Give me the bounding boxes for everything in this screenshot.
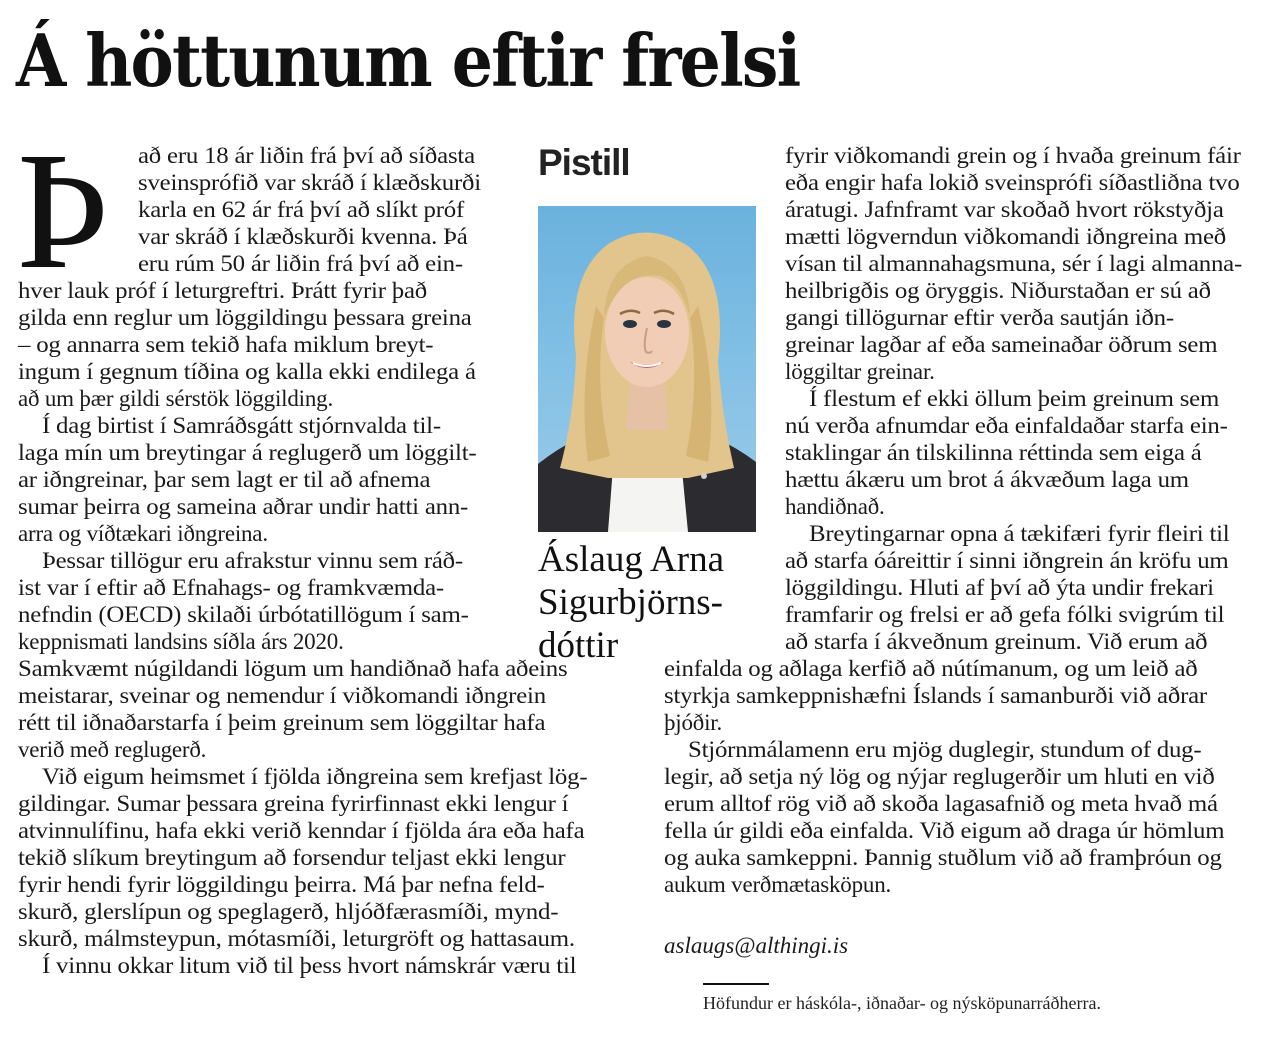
article-right-line: að starfa í ákveðnum greinum. Við erum að: [785, 629, 1208, 654]
article-right-line: framfarir og frelsi er að gefa fólki svigrúm til: [785, 602, 1225, 627]
article-left-line: fyrir hendi fyrir löggildingu þeirra. Má þar nefna feld-: [18, 872, 545, 897]
author-photo: [538, 206, 756, 532]
article-right-line: heilbrigðis og öryggis. Niðurstaðan er sú að: [785, 278, 1211, 303]
article-left-line: – og annarra sem tekið hafa miklum breyt-: [18, 332, 434, 357]
article-left-line: að eru 18 ár liðin frá því að síðasta: [138, 143, 475, 168]
headline: Á höttunum eftir frelsi: [16, 18, 800, 103]
article-left-line: verið með reglugerð.: [18, 737, 207, 762]
article-right-line: Í flestum ef ekki öllum þeim greinum sem: [809, 386, 1220, 411]
article-right-line: áratugi. Jafnframt var skoðað hvort rökstyðja: [785, 197, 1224, 222]
article-left-line: var skráð í klæðskurði kvenna. Þá: [138, 224, 468, 249]
article-left-line: rétt til iðnaðarstarfa í þeim greinum sem löggiltar hafa: [18, 710, 546, 735]
article-left-line: skurð, málmsteypun, mótasmíði, leturgröft og hattasaum.: [18, 926, 575, 951]
article-right-line: hættu ákæru um brot á ákvæðum laga um: [785, 467, 1189, 492]
article-right-line: eða engir hafa lokið sveinsprófi síðastliðna tvo: [785, 170, 1240, 195]
article-left-line: hver lauk próf í leturgreftri. Þrátt fyrir það: [18, 278, 427, 303]
article-left-line: arra og víðtækari iðngreina.: [18, 521, 268, 546]
drop-cap: Þ: [16, 118, 110, 304]
article-right-line: að starfa óáreittir í sinni iðngrein án kröfu um: [785, 548, 1229, 573]
article-right-line: Stjórnmálamenn eru mjög duglegir, stundum of dug-: [688, 737, 1202, 762]
article-right-line: vísan til almannahagsmuna, sér í lagi almanna-: [785, 251, 1243, 276]
article-right-line: legir, að setja ný lög og nýjar reglugerðir um hluti en við: [664, 764, 1215, 789]
article-left-line: skurð, glerslípun og speglagerð, hljóðfærasmíði, mynd-: [18, 899, 559, 924]
article-right-line: staklingar án tilskilinna réttinda sem eiga á: [785, 440, 1202, 465]
article-left-line: gildingar. Sumar þessara greina fyrirfinnast ekki lengur í: [18, 791, 569, 816]
article-left-line: sumar þeirra og sameina aðrar undir hatti ann-: [18, 494, 469, 519]
article-left-line: Þessar tillögur eru afrakstur vinnu sem ráð-: [42, 548, 463, 573]
article-left-line: ist var í eftir að Efnahags- og framkvæmda-: [18, 575, 444, 600]
article-left-line: Við eigum heimsmet í fjölda iðngreina sem krefjast lög-: [42, 764, 588, 789]
article-left-line: sveinsprófið var skráð í klæðskurði: [138, 170, 481, 195]
article-left-line: gilda enn reglur um löggildingu þessara greina: [18, 305, 472, 330]
article-left-line: að um þær gildi sérstök löggilding.: [18, 386, 333, 411]
article-left-line: Samkvæmt núgildandi lögum um handiðnað hafa aðeins: [18, 656, 568, 681]
author-footnote: Höfundur er háskóla-, iðnaðar- og nýsköpunarráðherra.: [703, 993, 1101, 1013]
article-left-line: karla en 62 ár frá því að slíkt próf: [138, 197, 465, 222]
article-right-line: Breytingarnar opna á tækifæri fyrir fleiri til: [809, 521, 1230, 546]
article-left-line: Í vinnu okkar litum við til þess hvort námskrár væru til: [42, 953, 577, 978]
article-left-line: tekið slíkum breytingum að forsendur teljast ekki lengur: [18, 845, 566, 870]
article-right-line: einfalda og aðlaga kerfið að nútímanum, og um leið að: [664, 656, 1198, 681]
portrait-illustration: [538, 206, 756, 532]
article-left-line: ingum í gegnum tíðina og kalla ekki endilega á: [18, 359, 476, 384]
article-right-line: aukum verðmætasköpun.: [664, 872, 892, 897]
article-right-line: löggildingu. Hluti af því að ýta undir frekari: [785, 575, 1214, 600]
article-right-line: styrkja samkeppnishæfni Íslands í samanburði við aðrar: [664, 683, 1208, 708]
article-right-line: fella úr gildi eða einfalda. Við eigum að draga úr hömlum: [664, 818, 1225, 843]
article-right-line: erum alltof rög við að skoða lagasafnið og meta hvað má: [664, 791, 1218, 816]
article-right-line: greinar lagðar af eða sameinaðar öðrum sem: [785, 332, 1218, 357]
article-left-line: nefndin (OECD) skilaði úrbótatillögum í sam-: [18, 602, 469, 627]
article-left-line: Í dag birtist í Samráðsgátt stjórnvalda til-: [42, 413, 441, 438]
article-left-line: atvinnulífinu, hafa ekki verið kenndar í fjölda ára eða hafa: [18, 818, 585, 843]
article-right-line: þjóðir.: [664, 710, 723, 735]
author-name-line-2: Sigurbjörns-: [538, 582, 723, 623]
article-left-line: ar iðngreinar, þar sem lagt er til að afnema: [18, 467, 431, 492]
article-right-line: handiðnað.: [785, 494, 885, 519]
article-right-line: gangi tillögurnar eftir verða sautján iðn-: [785, 305, 1174, 330]
article-right-line: fyrir viðkomandi grein og í hvaða greinum fáir: [785, 143, 1241, 168]
article-right-line: löggiltar greinar.: [785, 359, 935, 384]
author-name-line-3: dóttir: [538, 625, 619, 666]
article-left-line: meistarar, sveinar og nemendur í viðkomandi iðngrein: [18, 683, 546, 708]
article-left-line: eru rúm 50 ár liðin frá því að ein-: [138, 251, 463, 276]
article-left-line: laga mín um breytingar á reglugerð um löggilt-: [18, 440, 477, 465]
article-right-line: nú verða afnumdar eða einfaldaðar starfa ein-: [785, 413, 1228, 438]
article-left-line: keppnismati landsins síðla árs 2020.: [18, 629, 344, 654]
author-name-line-1: Áslaug Arna: [538, 539, 724, 580]
author-email: aslaugs@althingi.is: [664, 933, 849, 958]
signature-rule: [703, 983, 769, 985]
column-label: Pistill: [538, 142, 630, 183]
article-right-line: mætti lögverndun viðkomandi iðngreina með: [785, 224, 1226, 249]
article-right-line: og auka samkeppni. Þannig stuðlum við að framþróun og: [664, 845, 1222, 870]
